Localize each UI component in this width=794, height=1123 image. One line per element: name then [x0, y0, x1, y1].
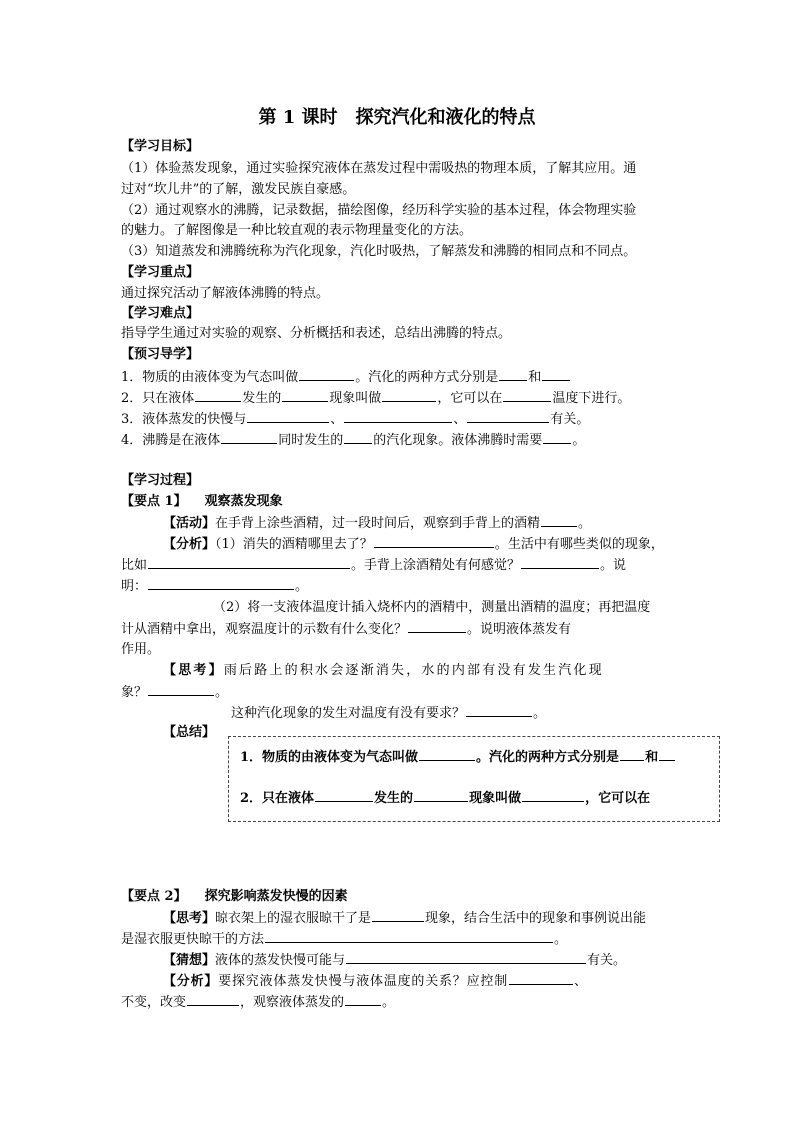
analysis-line-5: 计从酒精中拿出，观察温度计的示数有什么变化？ 。说明液体蒸发有 — [121, 622, 572, 637]
blank[interactable] — [382, 389, 436, 402]
analysis-line-4: （2）将一支液体温度计插入烧杯内的酒精中，测量出酒精的温度；再把温度 — [213, 600, 651, 615]
point-1-heading: 【要点 1】 观察蒸发现象 — [121, 494, 283, 509]
blank[interactable] — [247, 410, 329, 423]
blank[interactable] — [509, 972, 573, 985]
objective-1-line-2: 过对“坎儿井”的了解，激发民族自豪感。 — [121, 182, 356, 197]
preview-question-3: 3．液体蒸发的快慢与 、 、 有关。 — [121, 412, 590, 427]
blank[interactable] — [299, 368, 354, 381]
blank[interactable] — [148, 683, 214, 696]
blank[interactable] — [503, 389, 551, 402]
blank[interactable] — [221, 431, 277, 444]
blank[interactable] — [620, 748, 644, 761]
objective-1-line-1: （1）体验蒸发现象，通过实验探究液体在蒸发过程中需吸热的物理本质，了解其应用。通 — [121, 161, 637, 176]
point-2-guess-line: 【猜想】液体的蒸发快慢可能与 有关。 — [163, 953, 627, 968]
blank[interactable] — [499, 368, 527, 381]
blank[interactable] — [344, 431, 372, 444]
preview-question-2: 2．只在液体 发生的 现象叫做 ，它可以在 温度下进行。 — [121, 391, 631, 406]
blank[interactable] — [522, 789, 584, 802]
blank[interactable] — [659, 748, 675, 761]
process-heading: 【学习过程】 — [121, 473, 200, 488]
blank[interactable] — [344, 410, 452, 423]
summary-label: 【总结】 — [163, 725, 216, 740]
difficulty-text: 指导学生通过对实验的观察、分析概括和表述，总结出沸腾的特点。 — [121, 326, 512, 341]
key-point-heading: 【学习重点】 — [121, 265, 200, 280]
preview-question-4: 4．沸腾是在液体 同时发生的 的汽化现象。液体沸腾时需要 。 — [121, 433, 586, 448]
blank[interactable] — [282, 389, 328, 402]
objectives-heading: 【学习目标】 — [121, 139, 200, 154]
difficulty-heading: 【学习难点】 — [121, 306, 200, 321]
page-title: 第 1 课时 探究汽化和液化的特点 — [258, 107, 536, 128]
summary-line-2: 2．只在液体 发生的 现象叫做 ，它可以在 — [240, 791, 651, 806]
point-2-analysis-line-2: 不变，改变 ，观察液体蒸发的 。 — [121, 995, 396, 1010]
point-2-heading: 【要点 2】 探究影响蒸发快慢的因素 — [121, 889, 348, 904]
blank[interactable] — [466, 704, 532, 717]
summary-line-1: 1．物质的由液体变为气态叫做 。汽化的两种方式分别是 和 — [240, 748, 676, 767]
blank[interactable] — [543, 431, 571, 444]
blank[interactable] — [467, 410, 549, 423]
blank[interactable] — [521, 556, 599, 569]
blank[interactable] — [315, 789, 373, 802]
objective-3: （3）知道蒸发和沸腾统称为汽化现象，汽化时吸热，了解蒸发和沸腾的相同点和不同点。 — [121, 244, 637, 259]
think-line-2: 象？ 。 — [121, 685, 229, 700]
blank[interactable] — [542, 368, 570, 381]
activity-line: 【活动】在手背上涂些酒精，过一段时间后，观察到手背上的酒精 。 — [163, 516, 592, 531]
blank[interactable] — [187, 993, 239, 1006]
point-2-analysis-line-1: 【分析】要探究液体蒸发快慢与液体温度的关系？应控制 、 — [163, 974, 588, 989]
analysis-line-2: 比如 。手背上涂酒精处有何感觉？ 。说 — [121, 558, 627, 573]
blank[interactable] — [414, 789, 468, 802]
key-point-text: 通过探究活动了解液体沸腾的特点。 — [121, 286, 330, 301]
blank[interactable] — [345, 993, 381, 1006]
objective-2-line-1: （2）通过观察水的沸腾，记录数据，描绘图像，经历科学实验的基本过程，体会物理实验 — [121, 203, 637, 218]
preview-question-1: 1．物质的由液体变为气态叫做 。汽化的两种方式分别是 和 — [121, 368, 571, 387]
blank[interactable] — [419, 748, 475, 761]
blank[interactable] — [541, 514, 577, 527]
blank[interactable] — [374, 535, 494, 548]
objective-2-line-2: 的魅力。了解图像是一种比较直观的表示物理量变化的方法。 — [121, 223, 473, 238]
analysis-line-6: 作用。 — [121, 642, 161, 657]
point-2-think-line-1: 【思考】晾衣架上的湿衣服晾干了是 现象，结合生活中的现象和事例说出能 — [163, 911, 647, 926]
blank[interactable] — [408, 620, 466, 633]
analysis-line-3: 明： 。 — [121, 579, 309, 594]
think-line-3: 这种汽化现象的发生对温度有没有要求？ 。 — [231, 706, 547, 721]
blank[interactable] — [195, 389, 241, 402]
blank[interactable] — [148, 577, 294, 590]
blank[interactable] — [372, 909, 424, 922]
blank[interactable] — [148, 556, 350, 569]
blank[interactable] — [346, 951, 586, 964]
analysis-line-1: 【分析】（1）消失的酒精哪里去了？ 。生活中有哪些类似的现象， — [163, 537, 664, 552]
think-line-1: 【思考】雨后路上的积水会逐渐消失，水的内部有没有发生汽化现 — [163, 663, 604, 678]
point-2-think-line-2: 是湿衣服更快晾干的方法 。 — [121, 932, 568, 947]
preview-heading: 【预习导学】 — [121, 347, 200, 362]
blank[interactable] — [265, 930, 553, 943]
